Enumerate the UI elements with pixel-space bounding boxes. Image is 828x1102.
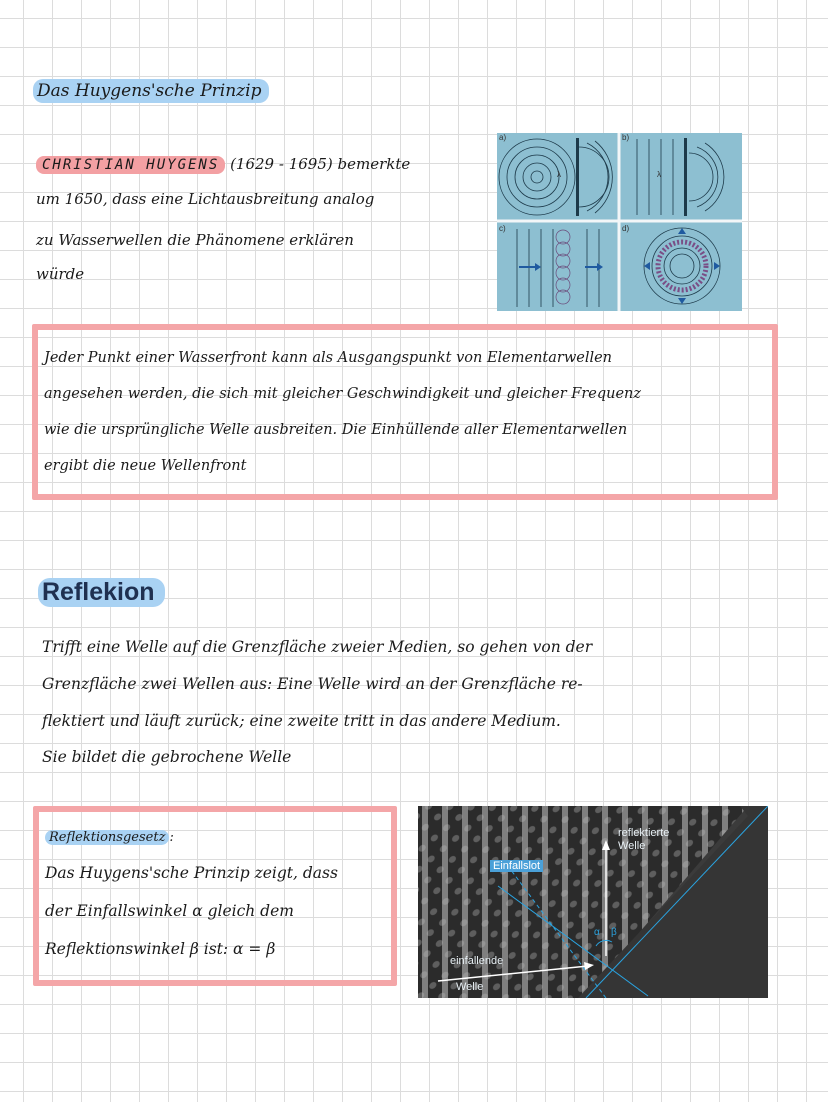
law-line-1: Das Huygens'sche Prinzip zeigt, dass — [45, 864, 338, 882]
reflected-wave-label-2: Welle — [618, 840, 646, 852]
principle-box — [32, 324, 778, 500]
principle-line-1: Jeder Punkt einer Wasserfront kann als Ausgangspunkt von Elementarwellen — [44, 350, 613, 366]
intro-line-4: würde — [36, 265, 85, 283]
principle-line-2: angesehen werden, die sich mit gleicher Geschwindigkeit und gleicher Frequenz — [44, 386, 642, 402]
normal-label: Einfallslot — [490, 860, 543, 872]
incident-wave-label-1: einfallende — [450, 955, 504, 967]
law-line-3: Reflektionswinkel β ist: α = β — [45, 940, 276, 958]
intro-line-1-rest: (1629 - 1695) bemerkte — [230, 155, 411, 173]
lambda-label-a: λ — [557, 170, 561, 179]
reflection-line-4: Sie bildet die gebrochene Welle — [42, 748, 292, 766]
beta-label: β — [611, 927, 617, 938]
reflection-line-1: Trifft eine Welle auf die Grenzfläche zweier Medien, so gehen von der — [42, 638, 593, 656]
principle-line-3: wie die ursprüngliche Welle ausbreiten. Die Einhüllende aller Elementarwellen — [44, 422, 628, 438]
reflected-wave-label-1: reflektierte — [618, 827, 670, 839]
wave-figure — [497, 133, 742, 311]
figure-label-d: d) — [622, 224, 630, 233]
figure-label-c: c) — [499, 224, 506, 233]
reflection-photo — [418, 806, 768, 998]
section-title-reflekion: Reflekion — [38, 578, 165, 607]
figure-label-a: a) — [499, 133, 507, 142]
huygens-name-highlight: CHRISTIAN HUYGENS — [36, 156, 225, 174]
reflection-line-3: flektiert und läuft zurück; eine zweite tritt in das andere Medium. — [42, 712, 561, 730]
intro-line-1 — [36, 155, 486, 173]
section-title-huygens: Das Huygens'sche Prinzip — [33, 79, 269, 103]
reflection-line-2: Grenzfläche zwei Wellen aus: Eine Welle wird an der Grenzfläche re- — [42, 675, 583, 693]
wave-figure-drawing — [497, 133, 742, 311]
figure-label-b: b) — [622, 133, 630, 142]
intro-line-2: um 1650, dass eine Lichtausbreitung analog — [36, 190, 375, 208]
law-line-2: der Einfallswinkel α gleich dem — [45, 902, 294, 920]
law-heading-colon: : — [169, 830, 174, 845]
lambda-label-b: λ — [657, 170, 661, 179]
incident-wave-label-2: Welle — [456, 981, 484, 993]
alpha-label: α — [594, 927, 600, 938]
reflection-photo-drawing — [418, 806, 768, 998]
law-heading: Reflektionsgesetz — [45, 830, 169, 845]
law-heading-wrap — [45, 826, 174, 845]
reflection-law-box — [33, 806, 397, 986]
intro-line-3: zu Wasserwellen die Phänomene erklären — [36, 231, 354, 249]
principle-line-4: ergibt die neue Wellenfront — [44, 458, 247, 474]
